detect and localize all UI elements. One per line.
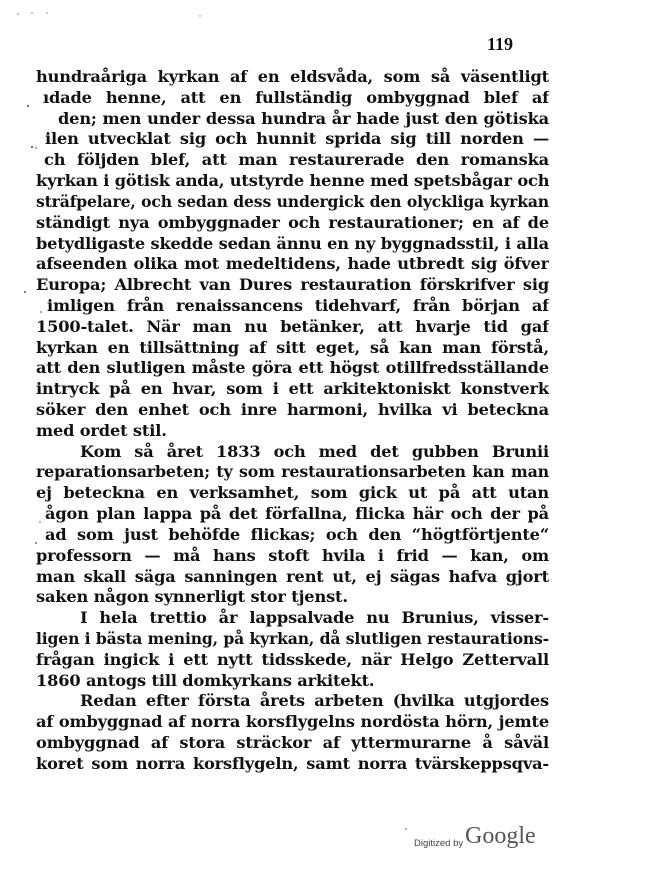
text-line: den; men under dessa hundra år hade just den götiska xyxy=(58,108,549,128)
body-text xyxy=(36,67,549,775)
text-line: Kom så året 1833 och med det gubben Brunii xyxy=(80,441,549,461)
text-line: ligen i bästa mening, på kyrkan, då slutligen restaurations- xyxy=(36,628,549,648)
text-line: reparationsarbeten; ty som restaurationsarbeten kan man xyxy=(36,462,549,482)
text-line: ch följden blef, att man restaurerade den romanska xyxy=(44,150,549,170)
scan-speck xyxy=(199,15,200,16)
text-line: ständigt nya ombyggnader och restaurationer; en af de xyxy=(36,212,549,232)
text-line: af ombyggnad af norra korsflygelns nordösta hörn, jemte xyxy=(36,712,549,732)
scan-speck xyxy=(27,105,29,107)
text-line: koret som norra korsflygeln, samt norra tvärskeppsqva- xyxy=(36,753,549,773)
google-logo: Google xyxy=(465,823,536,849)
digitized-by-label: Digitized by xyxy=(414,838,464,849)
scan-speck xyxy=(17,13,19,15)
text-line: 1500-talet. När man nu betänker, att hvarje tid gaf xyxy=(36,316,549,336)
text-line: ıdade henne, att en fullständig ombyggnad blef af xyxy=(43,87,549,107)
text-line: I hela trettio år lappsalvade nu Brunius, visser- xyxy=(80,608,549,628)
text-line: frågan ingick i ett nytt tidsskede, när Helgo Zettervall xyxy=(36,649,549,669)
text-line: ågon plan lappa på det förfallna, flicka här och der på xyxy=(45,504,549,524)
text-line: Redan efter första årets arbeten (hvilka utgjordes xyxy=(80,691,549,711)
text-line: man skall säga sanningen rent ut, ej sägas hafva gjort xyxy=(36,566,549,586)
scan-speck xyxy=(405,828,407,830)
text-line: saken någon synnerligt stor tjenst. xyxy=(36,587,348,607)
text-line: ej beteckna en verksamhet, som gick ut på att utan xyxy=(36,483,549,503)
text-line: med ordet stil. xyxy=(36,420,167,440)
text-line: professorn — må hans stoft hvila i frid — kan, om xyxy=(36,545,549,565)
text-line: att den slutligen måste göra ett högst otillfredsställande xyxy=(36,358,549,378)
page-number: 119 xyxy=(487,34,514,54)
scan-speck xyxy=(46,12,47,13)
scan-speck xyxy=(31,146,33,148)
text-line: afseenden olika mot medeltidens, hade utbredt sig öfver xyxy=(36,254,549,274)
text-line: Europa; Albrecht van Dures restauration förskrifver sig xyxy=(36,275,549,295)
scan-speck xyxy=(24,291,26,293)
text-line: söker den enhet och inre harmoni, hvilka vi beteckna xyxy=(36,400,549,419)
text-line: kyrkan en tillsättning af sitt eget, så kan man förstå, xyxy=(36,337,549,357)
text-line: ilen utvecklat sig och hunnit sprida sig till norden — xyxy=(45,129,549,149)
text-line: hundraåriga kyrkan af en eldsvåda, som så väsentligt xyxy=(36,67,549,86)
text-line: imligen från renaissancens tidehvarf, från början af xyxy=(47,295,549,315)
text-line: kyrkan i götisk anda, utstyrde henne med spetsbågar och xyxy=(36,171,549,191)
text-line: ombyggnad af stora sträckor af yttermurarne å såväl xyxy=(36,733,549,752)
text-line: betydligaste skedde sedan ännu en ny byggnadsstil, i alla xyxy=(36,233,549,253)
text-line: 1860 antogs till domkyrkans arkitekt. xyxy=(36,670,375,690)
text-line: intryck på en hvar, som i ett arkitektoniskt konstverk xyxy=(36,379,549,399)
text-line: sträfpelare, och sedan dess undergick den olyckliga kyrkan xyxy=(36,191,549,211)
text-line: ad som just behöfde flickas; och den “högtförtjente“ xyxy=(45,524,549,544)
scan-speck xyxy=(31,12,32,13)
